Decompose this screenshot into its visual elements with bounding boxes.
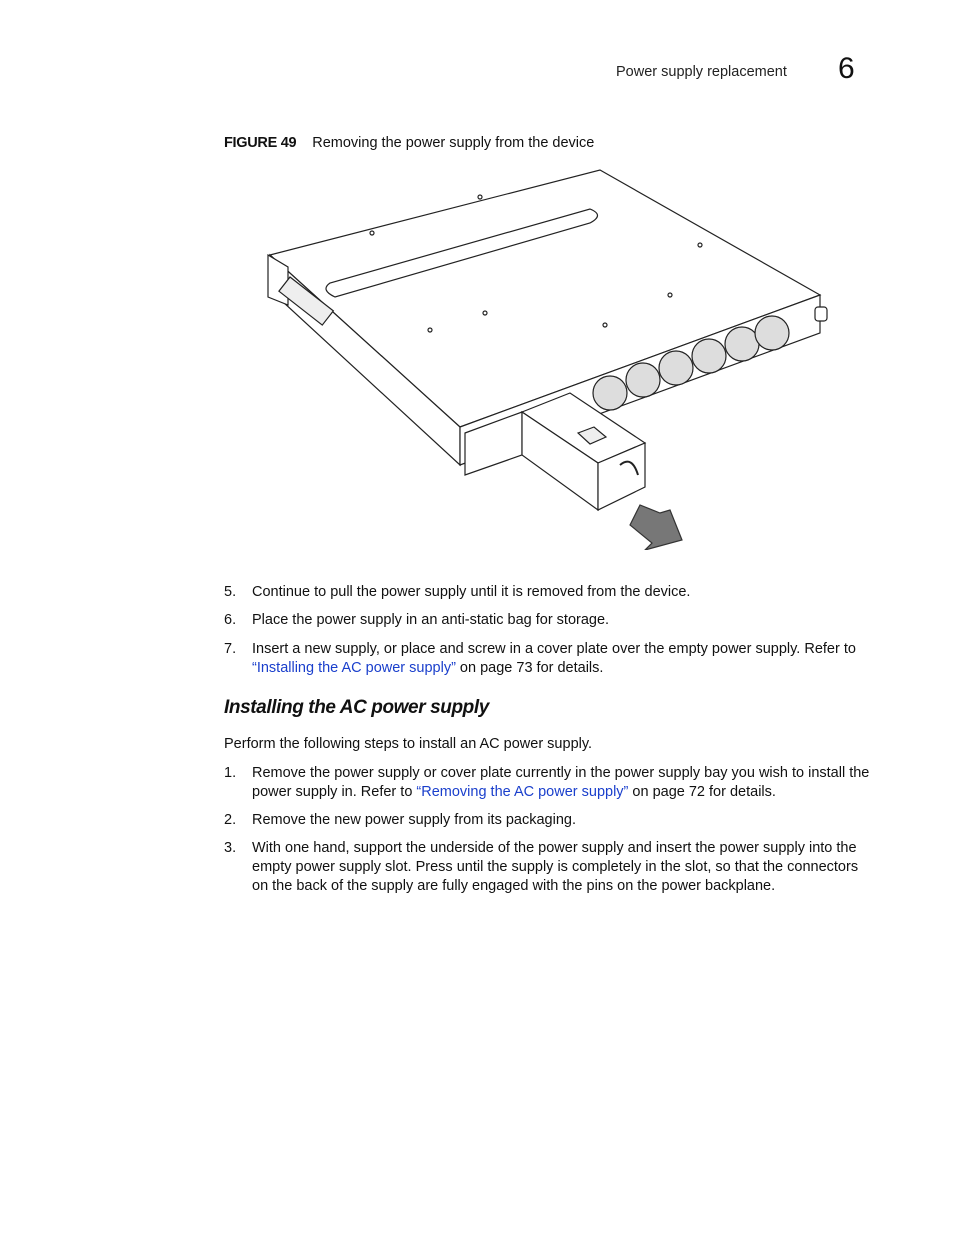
- step-number: 6.: [224, 612, 237, 628]
- step-text: Continue to pull the power supply until it is removed from the device.: [252, 584, 691, 600]
- chassis-top: [270, 170, 820, 427]
- figure-title: Removing the power supply from the device: [312, 135, 595, 151]
- power-supply-removal-illustration: [260, 165, 830, 550]
- step-number: 1.: [224, 765, 237, 781]
- section-heading: Installing the AC power supply: [224, 697, 489, 718]
- step-number: 2.: [224, 812, 237, 828]
- pull-arrow: [630, 505, 682, 550]
- figure-label: FIGURE 49: [224, 135, 297, 151]
- chapter-number: 6: [838, 52, 855, 85]
- figure-caption: [224, 135, 594, 151]
- step-text: Place the power supply in an anti-static bag for storage.: [252, 612, 610, 628]
- running-header: Power supply replacement: [616, 64, 787, 80]
- section-intro: Perform the following steps to install an AC power supply.: [224, 736, 593, 752]
- installing-ac-power-supply-link[interactable]: “Installing the AC power supply”: [252, 660, 456, 676]
- step-text: With one hand, support the underside of the power supply and insert the power supply into the empty power supply slot. Press until the supply is completely in the slot, so that the connectors on the back of the supply are fully engaged with the pins on the power backplane.: [252, 840, 859, 894]
- step-text: [252, 764, 874, 802]
- step-text-part: Insert a new supply, or place and screw in a cover plate over the empty power supply. Refer to: [252, 641, 856, 657]
- step-text-part: on page 72 for details.: [628, 784, 776, 800]
- step-text: Remove the new power supply from its packaging.: [252, 812, 576, 828]
- rear-post: [815, 307, 827, 321]
- step-number: 5.: [224, 584, 237, 600]
- step-text-part: on page 73 for details.: [455, 660, 604, 676]
- step-number: 7.: [224, 641, 237, 657]
- removing-ac-power-supply-link[interactable]: “Removing the AC power supply”: [416, 784, 629, 800]
- step-text: [252, 640, 874, 678]
- step-text-part: Remove the power supply or cover plate currently in the power supply bay you wish to install the power supply in. Refer to: [252, 765, 870, 800]
- step-number: 3.: [224, 840, 237, 856]
